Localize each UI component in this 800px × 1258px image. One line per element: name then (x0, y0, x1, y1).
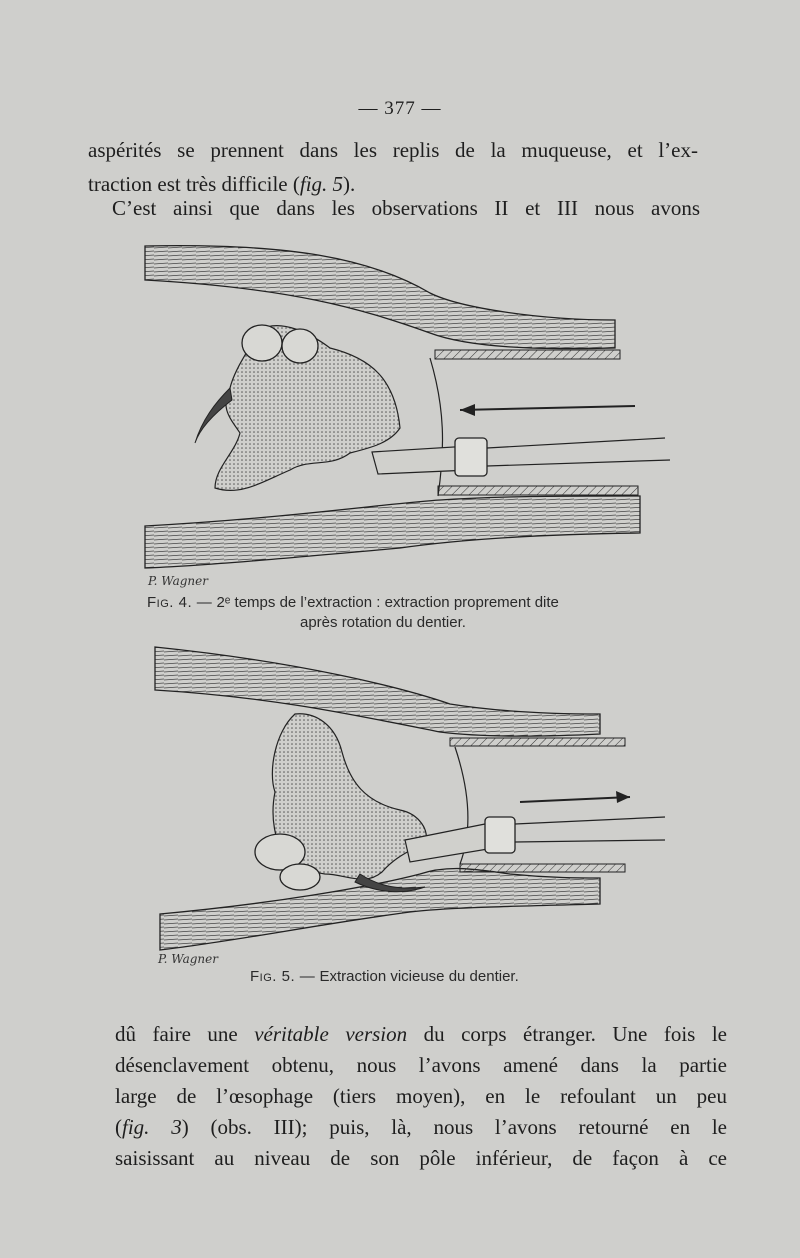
lower-esophageal-wall (160, 869, 600, 950)
tooth (242, 325, 282, 361)
figure-5-illustration (150, 642, 670, 962)
illustrator-signature: P. Wagner (158, 952, 218, 966)
tube-upper-band (435, 350, 620, 359)
text-fragment: ). (343, 172, 356, 196)
text-fragment: du corps étranger. Une fois le (407, 1022, 727, 1046)
text-fragment: dû faire une (115, 1022, 255, 1046)
forceps-ring (455, 438, 487, 476)
page-number: — 377 — (358, 98, 442, 119)
text-line (115, 1024, 727, 1045)
direction-arrow (520, 797, 630, 802)
figure-4-caption (147, 594, 559, 611)
tube-upper-band (450, 738, 625, 746)
text-line (88, 174, 355, 195)
text-line (115, 1117, 727, 1138)
upper-esophageal-wall (145, 246, 615, 349)
text-fragment: traction est très difficile ( (88, 172, 300, 196)
text-line: saisissant au niveau de son pôle inférieur, de façon à ce (115, 1146, 727, 1170)
caption-text: 2ᵉ temps de l’extraction : extraction proprement dite (216, 594, 559, 611)
tooth (282, 329, 318, 363)
text-line: aspérités se prennent dans les replis de la muqueuse, et l’ex- (88, 138, 698, 162)
text-fragment: ) (obs. III); puis, là, nous l’avons retourné en le (181, 1115, 728, 1139)
figure-label: Fig. 4. — (147, 594, 213, 611)
denture-hook (195, 388, 232, 443)
text-fragment: ( (115, 1115, 122, 1139)
text-line: désenclavement obtenu, nous l’avons amené dans la partie (115, 1053, 727, 1077)
figure-4-illustration (140, 238, 680, 583)
upper-esophageal-wall (155, 647, 600, 736)
figure-label: Fig. 5. — (250, 968, 316, 985)
direction-arrow (460, 406, 635, 410)
illustrator-signature: P. Wagner (148, 574, 208, 588)
figure-4-caption-line2: après rotation du dentier. (300, 614, 466, 631)
caption-text: Extraction vicieuse du dentier. (319, 968, 519, 985)
figure-reference: fig. 3 (122, 1115, 182, 1139)
lower-esophageal-wall (145, 496, 640, 568)
tube-lower-band (460, 864, 625, 872)
figure-5-caption (250, 968, 519, 985)
text-line: C’est ainsi que dans les observations II et III nous avons (112, 196, 700, 220)
emphasis-text: véritable version (254, 1022, 408, 1046)
forceps-ring (485, 817, 515, 853)
text-line: large de l’œsophage (tiers moyen), en le refoulant un peu (115, 1084, 727, 1108)
tooth (280, 864, 320, 890)
figure-reference: fig. 5 (299, 172, 344, 196)
tube-lower-band (438, 486, 638, 495)
